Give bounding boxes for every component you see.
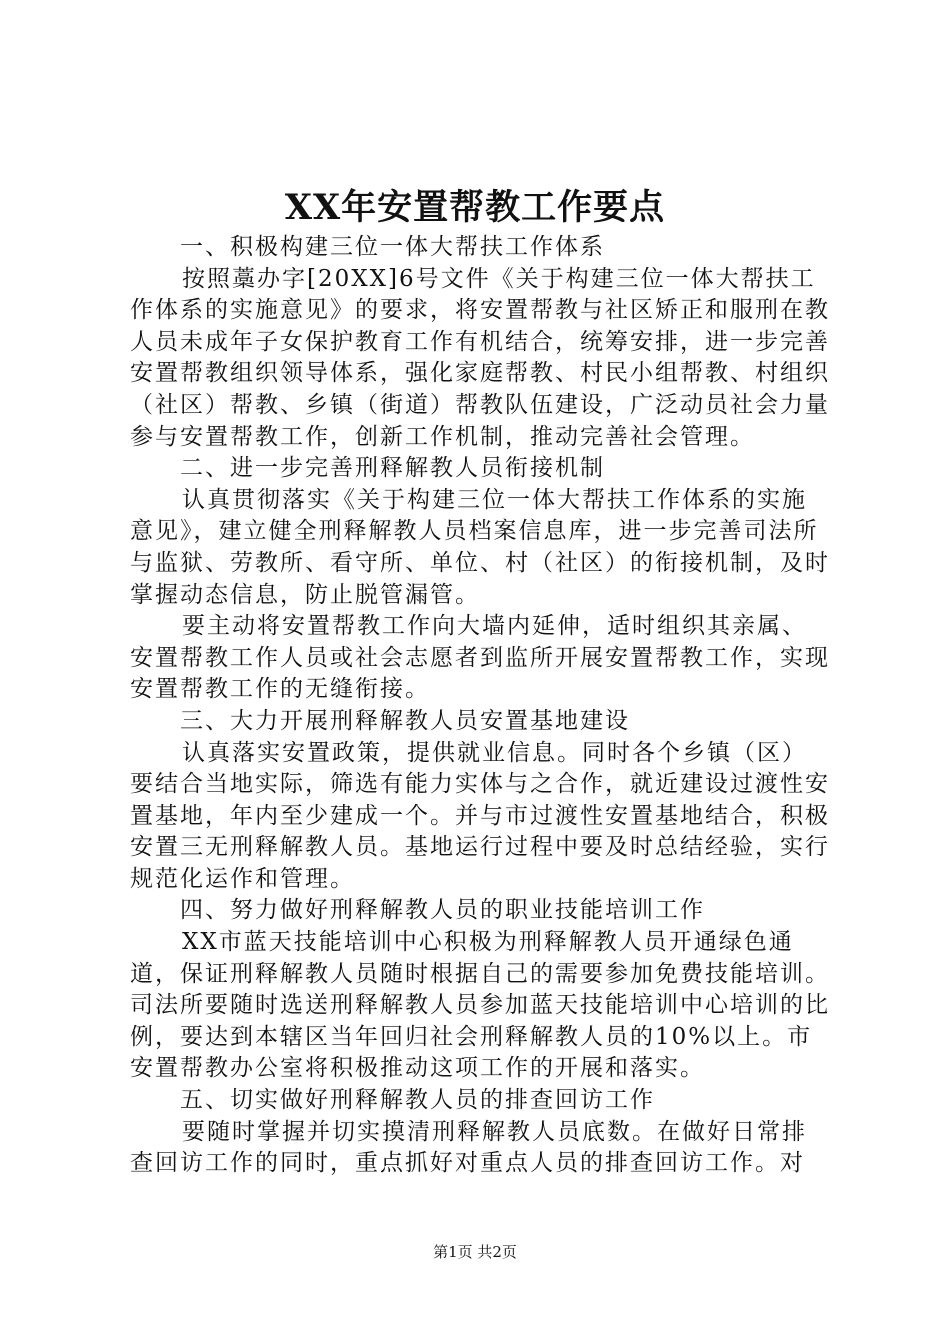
paragraph: 认真贯彻落实《关于构建三位一体大帮扶工作体系的实施意见》，建立健全刑释解教人员档案信息库，进一步完善司法所与监狱、劳教所、看守所、单位、村（社区）的衔接机制，及时掌握动态信息，防止脱管漏管。 [130, 486, 830, 608]
section-heading-2: 二、进一步完善刑释解教人员衔接机制 [180, 455, 605, 482]
page-footer: 第1页 共2页 [433, 1243, 517, 1261]
section-heading-3: 三、大力开展刑释解教人员安置基地建设 [180, 707, 630, 734]
paragraph: 要主动将安置帮教工作向大墙内延伸，适时组织其亲属、安置帮教工作人员或社会志愿者到监所开展安置帮教工作，实现安置帮教工作的无缝衔接。 [130, 613, 830, 703]
paragraph: 按照藁办字[20XX]6号文件《关于构建三位一体大帮扶工作体系的实施意见》的要求，将安置帮教与社区矫正和服刑在教人员未成年子女保护教育工作有机结合，统筹安排，进一步完善安置帮教组织领导体系，强化家庭帮教、村民小组帮教、村组织（社区）帮教、乡镇（街道）帮教队伍建设，广泛动员社会力量参与安置帮教工作，创新工作机制，推动完善社会管理。 [130, 265, 830, 450]
paragraph: XX市蓝天技能培训中心积极为刑释解教人员开通绿色通道，保证刑释解教人员随时根据自己的需要参加免费技能培训。司法所要随时选送刑释解教人员参加蓝天技能培训中心培训的比例，要达到本辖区当年回归社会刑释解教人员的10%以上。市安置帮教办公室将积极推动这项工作的开展和落实。 [130, 929, 830, 1082]
document-title: XX年安置帮教工作要点 [284, 187, 666, 228]
document-body [130, 232, 830, 1180]
paragraph: 认真落实安置政策，提供就业信息。同时各个乡镇（区）要结合当地实际，筛选有能力实体与之合作，就近建设过渡性安置基地，年内至少建成一个。并与市过渡性安置基地结合，积极安置三无刑释解教人员。基地运行过程中要及时总结经验，实行规范化运作和管理。 [130, 739, 830, 892]
section-heading-1: 一、积极构建三位一体大帮扶工作体系 [180, 234, 605, 260]
section-heading-5: 五、切实做好刑释解教人员的排查回访工作 [180, 1087, 655, 1114]
paragraph: 要随时掌握并切实摸清刑释解教人员底数。在做好日常排查回访工作的同时，重点抓好对重点人员的排查回访工作。对 [130, 1118, 807, 1177]
section-heading-4: 四、努力做好刑释解教人员的职业技能培训工作 [180, 897, 705, 924]
